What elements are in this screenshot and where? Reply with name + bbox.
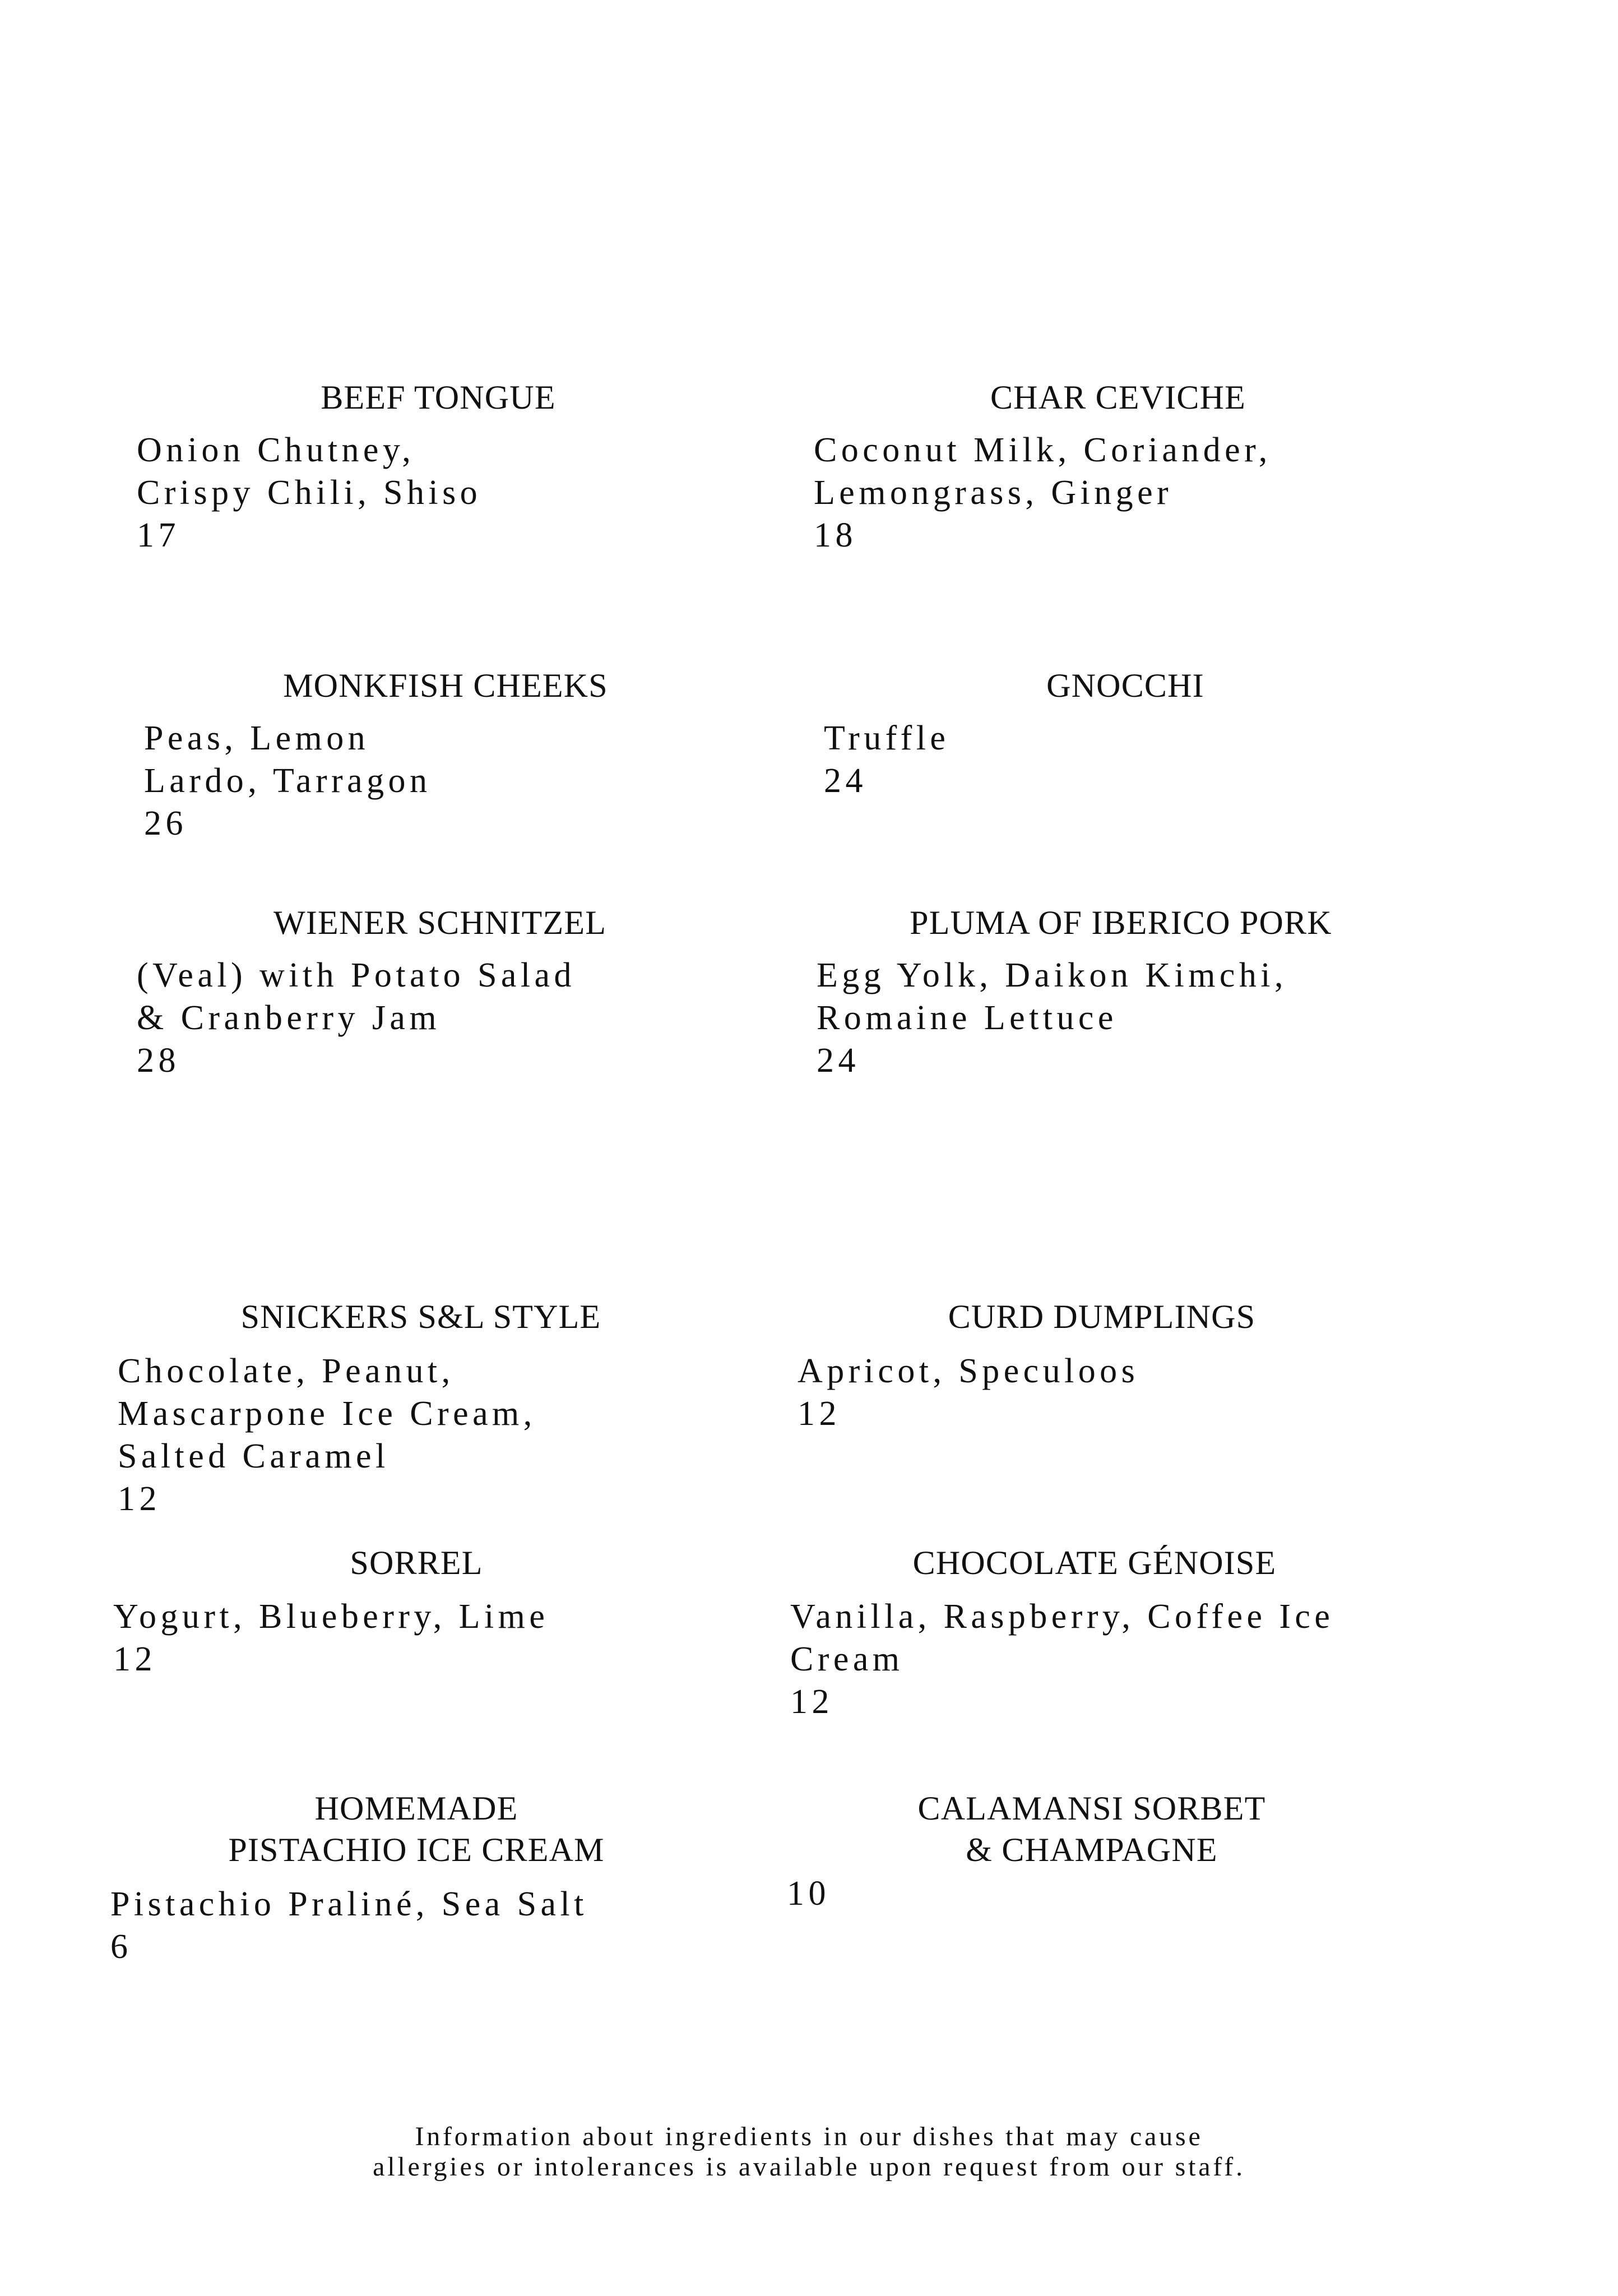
- item-description: Truffle 24: [824, 717, 949, 802]
- item-title: CHOCOLATE GÉNOISE: [912, 1544, 1277, 1581]
- item-price: 24: [824, 762, 867, 800]
- item-title: SORREL: [350, 1544, 483, 1581]
- item-description: Chocolate, Peanut, Mascarpone Ice Cream, Salted Caramel 12: [118, 1350, 536, 1520]
- item-price: 28: [137, 1041, 180, 1080]
- item-title: WIENER SCHNITZEL: [273, 904, 607, 941]
- item-description: Coconut Milk, Coriander, Lemongrass, Ginger 18: [814, 429, 1272, 557]
- item-title: GNOCCHI: [1046, 667, 1204, 704]
- item-title: CURD DUMPLINGS: [948, 1298, 1256, 1335]
- item-price: 6: [110, 1928, 132, 1966]
- item-price: 10: [787, 1874, 830, 1913]
- item-price: 12: [798, 1395, 841, 1433]
- item-price: 17: [137, 516, 180, 554]
- item-description: Apricot, Speculoos 12: [798, 1350, 1139, 1435]
- item-title: CALAMANSI SORBET & CHAMPAGNE: [917, 1790, 1266, 1868]
- item-title: BEEF TONGUE: [321, 379, 556, 416]
- item-price: 12: [790, 1683, 833, 1721]
- item-title: SNICKERS S&L STYLE: [240, 1298, 601, 1335]
- item-title: HOMEMADE PISTACHIO ICE CREAM: [228, 1790, 605, 1868]
- item-description: Yogurt, Blueberry, Lime 12: [113, 1595, 549, 1681]
- item-description: Onion Chutney, Crispy Chili, Shiso 17: [137, 429, 481, 557]
- item-title: PLUMA OF IBERICO PORK: [910, 904, 1332, 941]
- item-price: 26: [144, 804, 187, 843]
- item-description: Pistachio Praliné, Sea Salt 6: [110, 1883, 588, 1968]
- allergy-notice: Information about ingredients in our dishes that may cause allergies or intolerances is available upon request from our staff.: [373, 2122, 1245, 2182]
- item-description: [787, 1872, 830, 1915]
- item-price: 12: [118, 1480, 161, 1518]
- item-description: Egg Yolk, Daikon Kimchi, Romaine Lettuce 24: [817, 954, 1287, 1082]
- item-price: 12: [113, 1640, 156, 1678]
- item-description: (Veal) with Potato Salad & Cranberry Jam 28: [137, 954, 576, 1082]
- item-title: MONKFISH CHEEKS: [283, 667, 608, 704]
- item-description: Vanilla, Raspberry, Coffee Ice Cream 12: [790, 1595, 1334, 1723]
- item-title: CHAR CEVICHE: [990, 379, 1246, 416]
- item-description: Peas, Lemon Lardo, Tarragon 26: [144, 717, 431, 845]
- item-price: 18: [814, 516, 857, 554]
- item-price: 24: [817, 1041, 860, 1080]
